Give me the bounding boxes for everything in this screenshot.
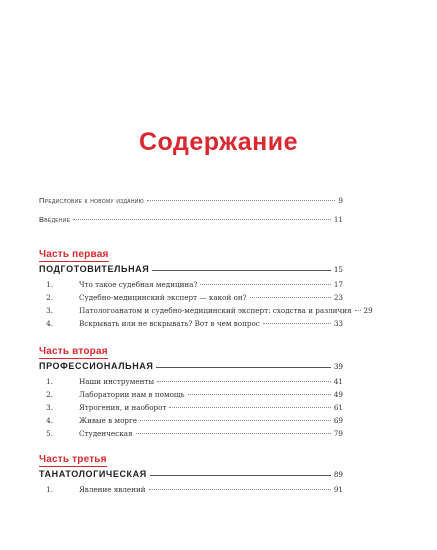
part-label-2: Часть вторая <box>39 346 108 357</box>
section-rule <box>152 270 331 271</box>
section-title: ПОДГОТОВИТЕЛЬНАЯ <box>39 264 150 274</box>
page-number: 79 <box>333 429 343 438</box>
toc-chapter[interactable] <box>39 319 343 329</box>
section-title: ПРОФЕССИОНАЛЬНАЯ <box>39 361 154 371</box>
toc-chapter[interactable] <box>39 416 343 426</box>
section-heading-3[interactable] <box>39 469 343 479</box>
leader-dots <box>136 433 331 434</box>
chapter-number: 3. <box>46 403 53 412</box>
toc-chapter[interactable] <box>39 403 343 413</box>
chapter-title: Живые в морге <box>79 416 138 425</box>
chapter-number: 4. <box>46 319 53 328</box>
entry-text: Предисловие к новому изданию <box>39 196 144 205</box>
section-title: ТАНАТОЛОГИЧЕСКАЯ <box>39 469 147 479</box>
page-title: Содержание <box>138 128 299 156</box>
leader-dots <box>263 323 331 324</box>
page-number: 89 <box>333 470 343 479</box>
page-number: 91 <box>333 485 343 494</box>
entry-text: Введение <box>39 215 71 224</box>
leader-dots <box>169 407 330 408</box>
leader-dots <box>147 200 335 201</box>
chapter-number: 2. <box>46 293 53 302</box>
page-number: 11 <box>333 215 343 224</box>
page-number: 49 <box>333 390 343 399</box>
toc-chapter[interactable] <box>39 306 373 316</box>
toc-entry-preface[interactable] <box>39 196 343 206</box>
chapter-title: Лаборатории нам в помощь <box>79 390 185 399</box>
leader-dots <box>250 297 331 298</box>
toc-chapter[interactable] <box>39 429 343 439</box>
leader-dots <box>149 489 331 490</box>
page-number: 17 <box>333 280 343 289</box>
chapter-number: 1. <box>46 485 53 494</box>
chapter-number: 2. <box>46 390 53 399</box>
leader-dots <box>140 420 331 421</box>
section-rule <box>156 367 330 368</box>
toc-entry-introduction[interactable] <box>39 215 343 225</box>
page-number: 39 <box>333 362 343 371</box>
toc-chapter[interactable] <box>39 280 343 290</box>
toc-chapter[interactable] <box>39 293 343 303</box>
page-number: 61 <box>333 403 343 412</box>
chapter-title: Патологоанатом и судебно-медицинский эксперт: сходства и различия <box>79 306 352 315</box>
chapter-title: Ятрогения, и наоборот <box>79 403 167 412</box>
leader-dots <box>188 394 331 395</box>
leader-dots <box>200 284 331 285</box>
chapter-number: 3. <box>46 306 53 315</box>
leader-dots <box>157 381 331 382</box>
chapter-title: Наши инструменты <box>79 377 155 386</box>
chapter-number: 5. <box>46 429 53 438</box>
page-number: 9 <box>338 196 343 205</box>
chapter-title: Судебно-медицинский эксперт — какой он? <box>79 293 247 302</box>
leader-dots <box>355 310 361 311</box>
chapter-title: Явление явлений <box>79 485 146 494</box>
section-heading-1[interactable] <box>39 264 343 274</box>
page-number: 69 <box>333 416 343 425</box>
page-number: 33 <box>333 319 343 328</box>
chapter-title: Что такое судебная медицина? <box>79 280 198 289</box>
section-rule <box>150 475 331 476</box>
section-heading-2[interactable] <box>39 361 343 371</box>
page-number: 29 <box>363 306 373 315</box>
page-number: 23 <box>333 293 343 302</box>
page-number: 15 <box>333 265 343 274</box>
chapter-title: Вскрывать или не вскрывать? Вот в чем вопрос <box>79 319 260 328</box>
leader-dots <box>73 219 331 220</box>
toc-chapter[interactable] <box>39 377 343 387</box>
page-number: 41 <box>333 377 343 386</box>
chapter-number: 1. <box>46 280 53 289</box>
toc-chapter[interactable] <box>39 485 343 495</box>
part-label-1: Часть первая <box>39 249 109 260</box>
toc-chapter[interactable] <box>39 390 343 400</box>
part-label-3: Часть третья <box>39 454 107 465</box>
chapter-number: 4. <box>46 416 53 425</box>
chapter-number: 1. <box>46 377 53 386</box>
chapter-title: Студенческая <box>79 429 133 438</box>
